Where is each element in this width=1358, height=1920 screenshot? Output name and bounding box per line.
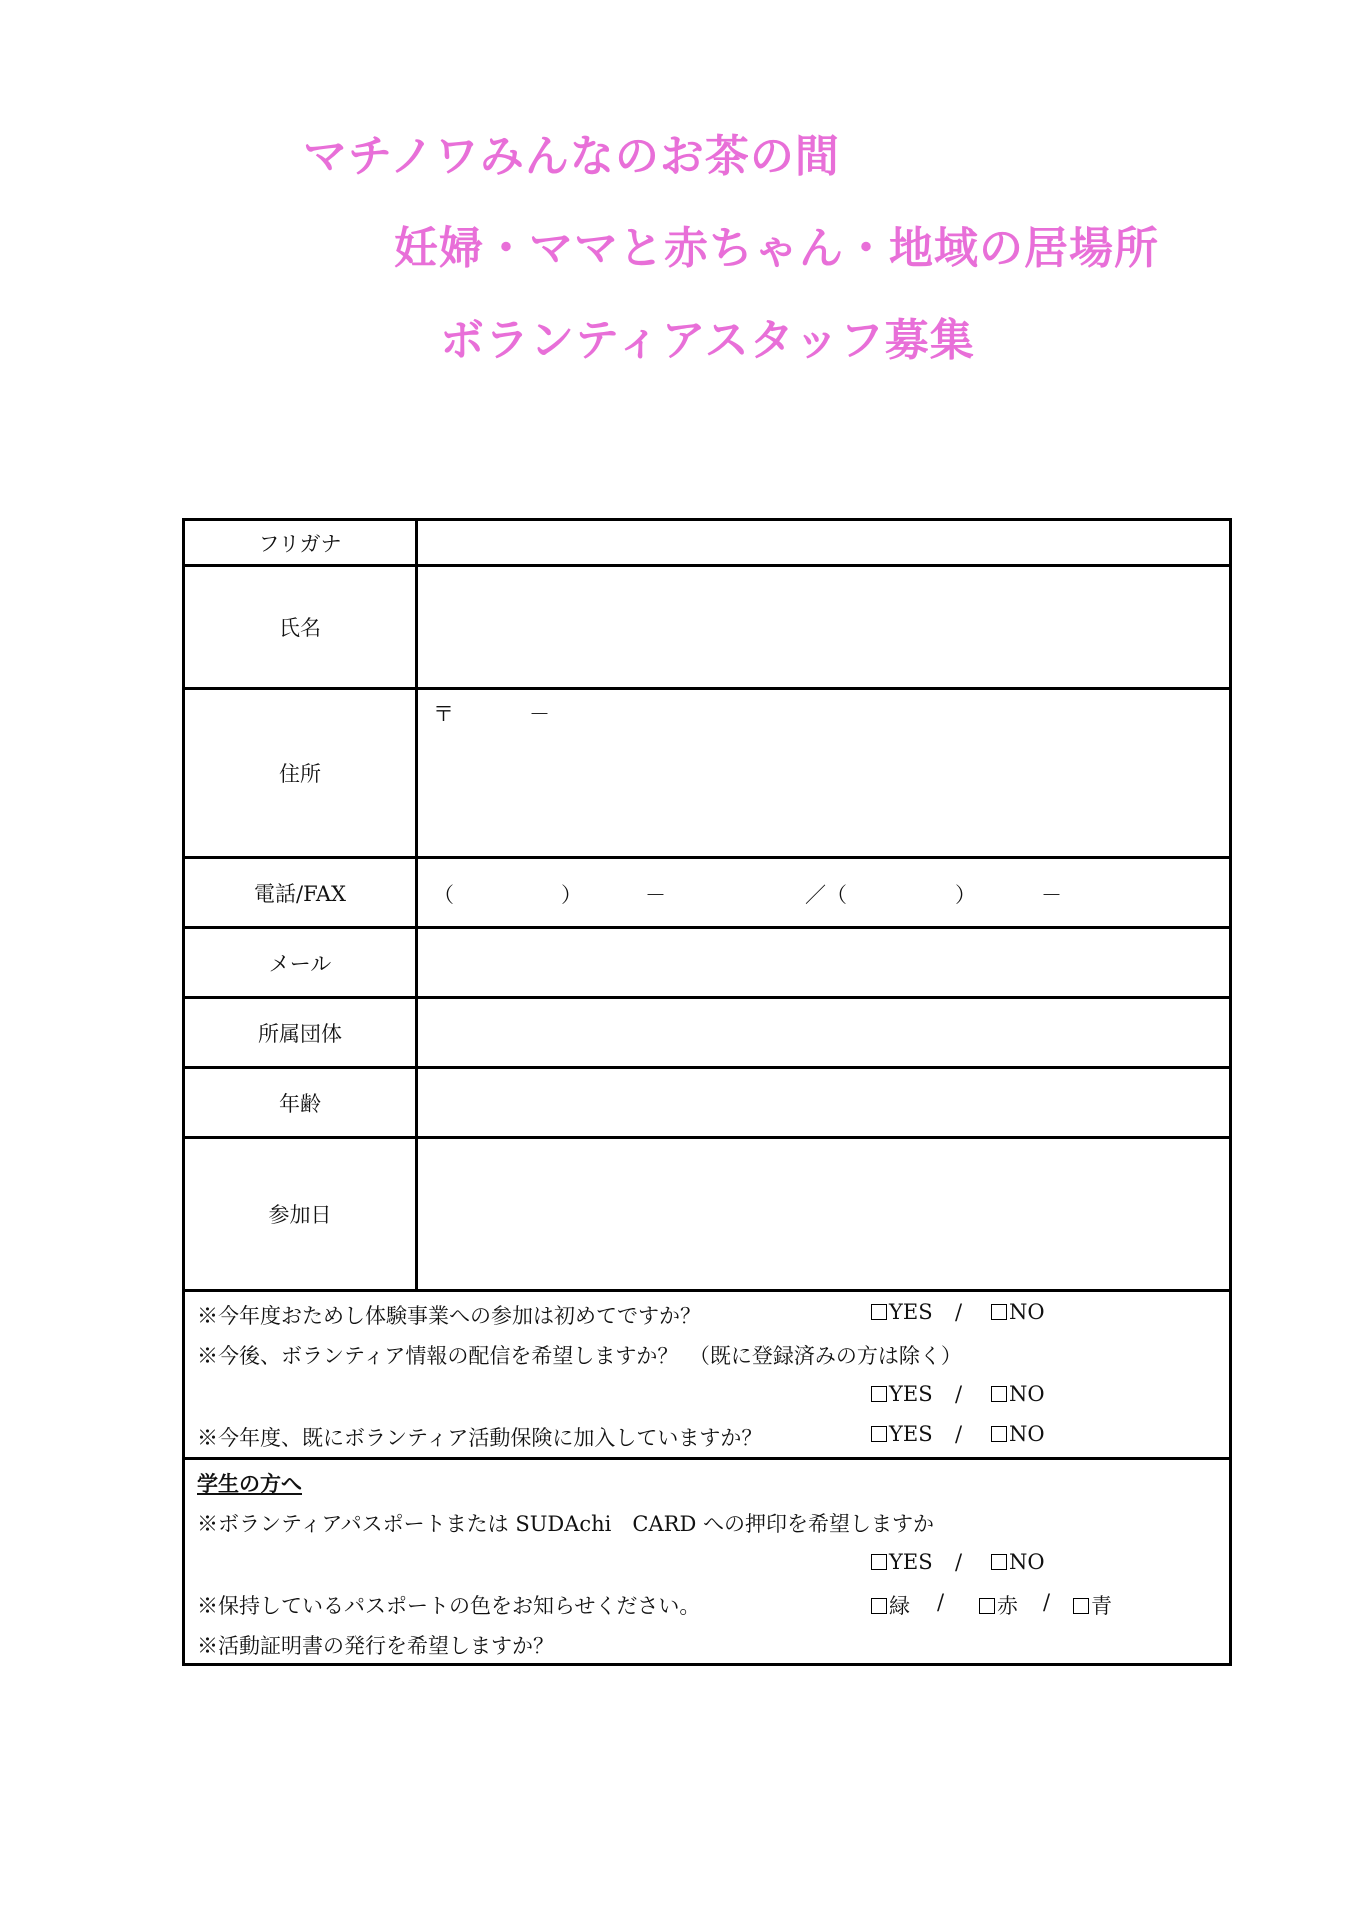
organization-row: [185, 999, 1229, 1069]
checkbox-icon: [871, 1426, 887, 1442]
question-first-time: ※今年度おためし体験事業への参加は初めてですか？: [197, 1304, 701, 1328]
age-row: [185, 1069, 1229, 1139]
name-row: [185, 567, 1229, 690]
email-row: [185, 929, 1229, 999]
checkbox-icon: [871, 1386, 887, 1402]
phone-close: ）: [561, 883, 582, 907]
q2-no-option[interactable]: NO: [991, 1382, 1045, 1406]
q1-no-option[interactable]: NO: [991, 1300, 1045, 1324]
title-line-1: マチノワみんなのお茶の間: [303, 131, 840, 182]
checkbox-icon: [991, 1386, 1007, 1402]
postal-dash: －: [529, 702, 550, 726]
checkbox-icon: [979, 1598, 995, 1614]
phone-field[interactable]: [421, 859, 1229, 926]
fax-close: ）: [955, 883, 976, 907]
checkbox-icon: [991, 1426, 1007, 1442]
students-section: [185, 1460, 1229, 1663]
checkbox-icon: [871, 1598, 887, 1614]
address-field[interactable]: [421, 690, 1229, 856]
color-blue-option[interactable]: 青: [1073, 1590, 1112, 1620]
email-field[interactable]: [421, 929, 1229, 996]
postal-mark: 〒: [433, 702, 454, 726]
q4-no-option[interactable]: NO: [991, 1550, 1045, 1574]
question-passport-stamp: ※ボランティアパスポートまたは SUDAchi CARD への押印を希望しますか: [197, 1512, 934, 1536]
q4-slash: /: [955, 1550, 963, 1574]
question-insurance: ※今年度、既にボランティア活動保険に加入していますか？: [197, 1426, 763, 1450]
organization-label: 所属団体: [185, 999, 418, 1066]
age-field[interactable]: [421, 1069, 1229, 1136]
students-heading: 学生の方へ: [197, 1471, 302, 1496]
q1-yes-option[interactable]: YES: [871, 1300, 933, 1324]
questions-section: [185, 1292, 1229, 1460]
furigana-field[interactable]: [421, 521, 1229, 564]
question-passport-color: ※保持しているパスポートの色をお知らせください。: [197, 1594, 701, 1618]
question-newsletter: ※今後、ボランティア情報の配信を希望しますか？ （既に登録済みの方は除く）: [197, 1344, 962, 1368]
title-line-3: ボランティアスタッフ募集: [440, 315, 975, 366]
q1-slash: /: [955, 1300, 963, 1324]
phone-dash: －: [645, 883, 666, 907]
checkbox-icon: [871, 1554, 887, 1570]
phone-fax-separator: ／（: [805, 883, 847, 907]
checkbox-icon: [991, 1554, 1007, 1570]
q3-yes-option[interactable]: YES: [871, 1422, 933, 1446]
checkbox-icon: [1073, 1598, 1089, 1614]
name-label: 氏名: [185, 567, 418, 687]
address-label: 住所: [185, 690, 418, 856]
email-label: メール: [185, 929, 418, 996]
age-label: 年齢: [185, 1069, 418, 1136]
color-slash-2: /: [1043, 1590, 1051, 1614]
phone-label: 電話/FAX: [185, 859, 418, 926]
fax-dash: －: [1041, 883, 1062, 907]
q3-no-option[interactable]: NO: [991, 1422, 1045, 1446]
q2-yes-option[interactable]: YES: [871, 1382, 933, 1406]
checkbox-icon: [991, 1304, 1007, 1320]
date-field[interactable]: [421, 1139, 1229, 1289]
name-field[interactable]: [421, 567, 1229, 687]
checkbox-icon: [871, 1304, 887, 1320]
color-red-option[interactable]: 赤: [979, 1590, 1018, 1620]
furigana-label: フリガナ: [185, 521, 418, 564]
question-certificate: ※活動証明書の発行を希望しますか？: [197, 1634, 554, 1658]
q3-slash: /: [955, 1422, 963, 1446]
q4-yes-option[interactable]: YES: [871, 1550, 933, 1574]
address-row: [185, 690, 1229, 859]
organization-field[interactable]: [421, 999, 1229, 1066]
color-slash-1: /: [937, 1590, 945, 1614]
date-label: 参加日: [185, 1139, 418, 1289]
phone-row: [185, 859, 1229, 929]
registration-form: [182, 518, 1232, 1666]
phone-open: （: [433, 883, 454, 907]
color-green-option[interactable]: 緑: [871, 1590, 910, 1620]
furigana-row: [185, 521, 1229, 567]
date-row: [185, 1139, 1229, 1292]
title-line-2: 妊婦・ママと赤ちゃん・地域の居場所: [394, 223, 1159, 274]
q2-slash: /: [955, 1382, 963, 1406]
